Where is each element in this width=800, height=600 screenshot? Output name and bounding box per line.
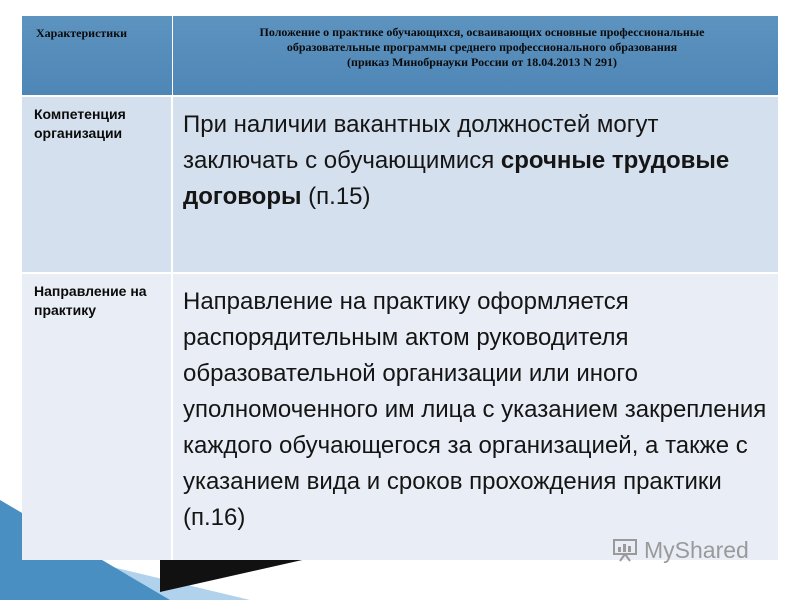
document-title-line-2: образовательные программы среднего профессионального образования xyxy=(286,40,678,54)
row-content-cell-competence xyxy=(173,95,778,272)
row-content-cell-direction xyxy=(173,272,778,560)
row-label-direction: Направление на практику xyxy=(34,283,147,318)
document-title xyxy=(187,25,777,70)
competence-text-part-1: При наличии вакантных должностей могут заключать с обучающимися xyxy=(183,111,659,174)
document-title-line-1: Положение о практике обучающихся, осваивающих основные профессиональные xyxy=(259,25,705,39)
watermark xyxy=(612,536,749,564)
watermark-text: MyShared xyxy=(644,536,749,563)
row-content-competence xyxy=(183,107,773,215)
presentation-board-icon xyxy=(612,538,638,562)
row-label-cell-competence xyxy=(22,95,173,272)
decorative-swoosh-dark xyxy=(160,556,320,592)
header-cell-characteristics xyxy=(22,16,173,95)
header-characteristics-label: Характеристики xyxy=(36,26,128,40)
competence-text-part-2: (п.15) xyxy=(301,183,371,210)
row-label-cell-direction xyxy=(22,272,173,560)
row-content-direction: Направление на практику оформляется распорядительным актом руководителя образовательной организации или иного уполномоченного им лица с указанием закрепления каждого обучающегося за организацией, а также с указанием вида и сроков прохождения практики (п.16) xyxy=(183,288,767,531)
header-cell-document xyxy=(173,16,778,95)
row-label-competence: Компетенция организации xyxy=(34,106,126,141)
competence-text-bold: срочные трудовые договоры xyxy=(183,147,730,210)
document-title-line-3: (приказ Минобрнауки России от 18.04.2013 N 291) xyxy=(347,55,617,69)
